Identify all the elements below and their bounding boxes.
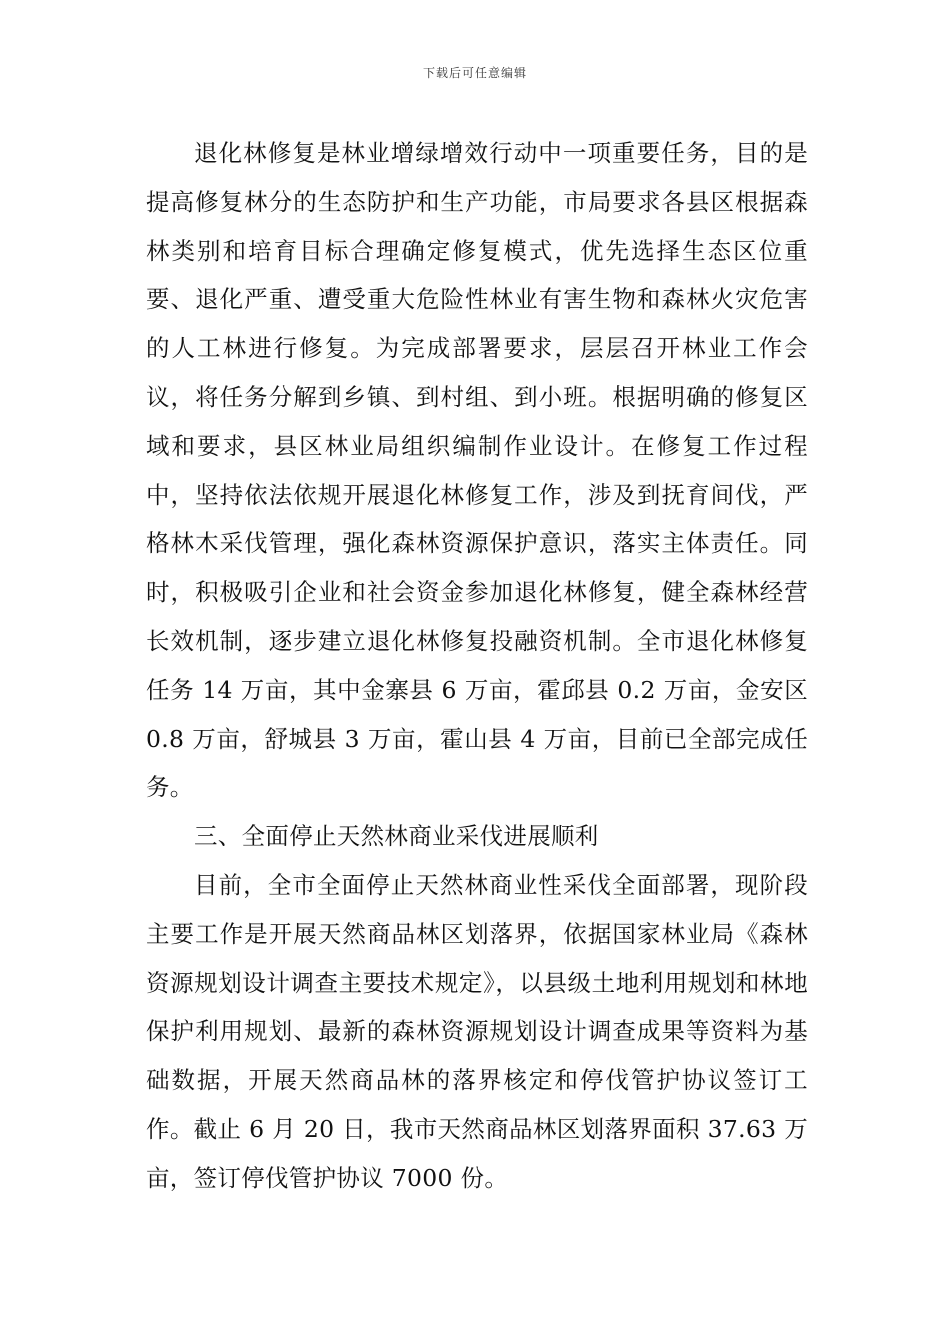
- document-body: [146, 129, 808, 1203]
- page-header-note: 下载后可任意编辑: [422, 66, 527, 80]
- section-heading: 三、全面停止天然林商业采伐进展顺利: [194, 822, 599, 851]
- body-paragraph-degraded-forest: 退化林修复是林业增绿增效行动中一项重要任务，目的是提高修复林分的生态防护和生产功能，市局要求各县区根据森林类别和培育目标合理确定修复模式，优先选择生态区位重要、退化严重、遭受重大危险性林业有害生物和森林火灾危害的人工林进行修复。为完成部署要求，层层召开林业工作会议，将任务分解到乡镇、到村组、到小班。根据明确的修复区域和要求，县区林业局组织编制作业设计。在修复工作过程中，坚持依法依规开展退化林修复工作，涉及到抚育间伐，严格林木采伐管理，强化森林资源保护意识，落实主体责任。同时，积极吸引企业和社会资金参加退化林修复，健全森林经营长效机制，逐步建立退化林修复投融资机制。全市退化林修复任务 14 万亩，其中金寨县 6 万亩，霍邱县 0.2 万亩，金安区 0.8 万亩，舒城县 3 万亩，霍山县 4 万亩，目前已全部完成任务。: [146, 139, 808, 802]
- body-paragraph-natural-forest: 目前，全市全面停止天然林商业性采伐全面部署，现阶段主要工作是开展天然商品林区划落界，依据国家林业局《森林资源规划设计调查主要技术规定》，以县级土地利用规划和林地保护利用规划、最新的森林资源规划设计调查成果等资料为基础数据，开展天然商品林的落界核定和停伐管护协议签订工作。截止 6 月 20 日，我市天然商品林区划落界面积 37.63 万亩，签订停伐管护协议 7000 份。: [146, 870, 808, 1192]
